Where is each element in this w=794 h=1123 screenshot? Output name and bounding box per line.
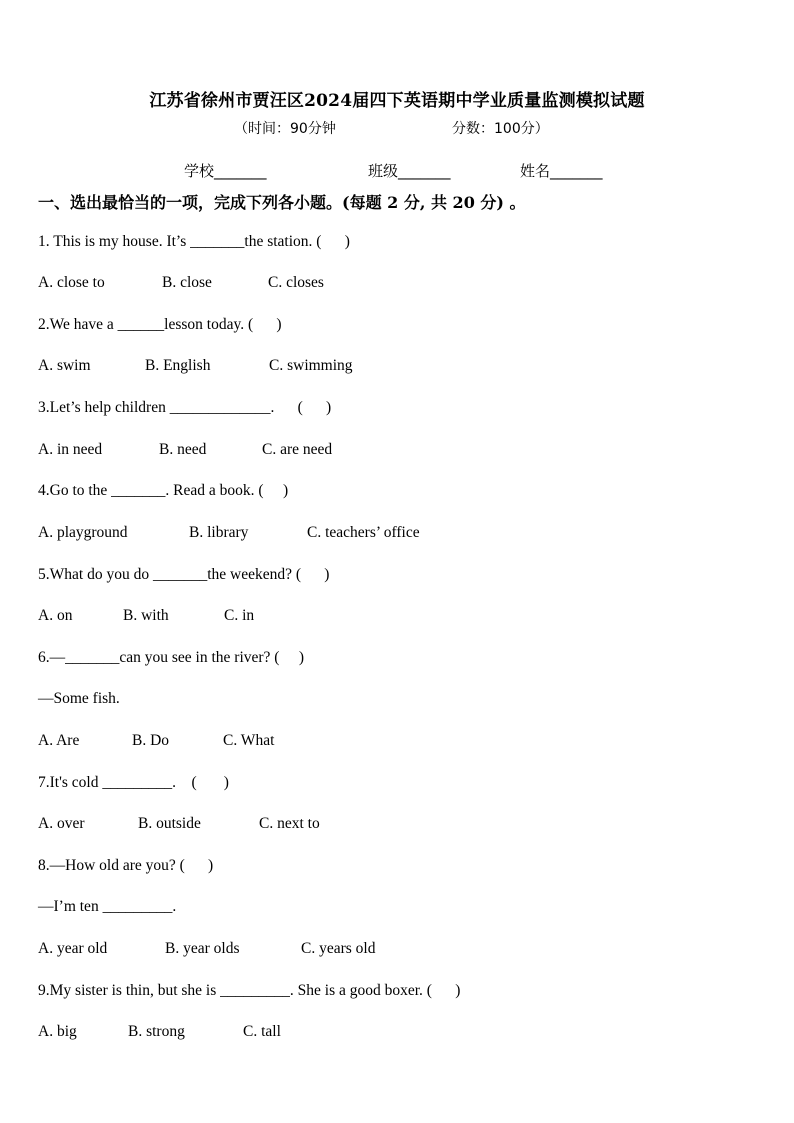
option-b: B. library: [189, 524, 249, 541]
question-8: 8.—How old are you? ( ): [38, 857, 214, 874]
option-b: B. Do: [132, 732, 170, 749]
option-a: A. close to: [38, 274, 105, 291]
option-c: C. are need: [262, 441, 333, 458]
option-c: C. in: [224, 607, 255, 624]
option-c: C. closes: [268, 274, 324, 291]
option-b: B. with: [123, 607, 169, 624]
option-a: A. on: [38, 607, 73, 624]
question-4-options: [38, 524, 420, 542]
option-a: A. in need: [38, 441, 103, 458]
option-b: B. year olds: [165, 940, 240, 957]
option-c: C. swimming: [269, 357, 353, 374]
question-2: 2.We have a ______lesson today. ( ): [38, 316, 282, 333]
question-7: 7.It's cold _________. ( ): [38, 774, 229, 791]
question-3: 3.Let’s help children _____________. ( ): [38, 399, 332, 416]
option-b: B. English: [145, 357, 211, 374]
option-b: B. outside: [138, 815, 201, 832]
option-c: C. teachers’ office: [307, 524, 420, 541]
option-a: A. swim: [38, 357, 91, 374]
name-field: 姓名_______: [520, 162, 603, 180]
question-8-options: [38, 940, 375, 958]
option-c: C. tall: [243, 1023, 281, 1040]
question-8-answer-line: —I’m ten _________.: [38, 898, 177, 915]
question-6: 6.—_______can you see in the river? ( ): [38, 649, 305, 666]
option-b: B. need: [159, 441, 207, 458]
question-6-answer-line: —Some fish.: [38, 690, 120, 707]
question-5: 5.What do you do _______the weekend? ( ): [38, 566, 330, 583]
option-c: C. years old: [301, 940, 376, 957]
option-c: C. next to: [259, 815, 320, 832]
school-field: 学校_______: [184, 162, 267, 180]
option-a: A. over: [38, 815, 85, 832]
option-a: A. playground: [38, 524, 128, 541]
option-a: A. Are: [38, 732, 80, 749]
section-heading: 一、选出最恰当的一项，完成下列各小题。(每题 2 分, 共 20 分) 。: [38, 193, 526, 212]
question-1-options: [38, 274, 324, 292]
option-a: A. year old: [38, 940, 108, 957]
exam-score: 分数：100分）: [452, 121, 549, 137]
exam-time: （时间：90分钟: [234, 121, 336, 137]
class-field: 班级_______: [368, 162, 451, 180]
option-b: B. strong: [128, 1023, 185, 1040]
option-c: C. What: [223, 732, 275, 749]
question-4: 4.Go to the _______. Read a book. ( ): [38, 482, 289, 499]
question-9-options: [38, 1023, 281, 1041]
question-6-options: [38, 732, 274, 750]
question-7-options: [38, 815, 320, 833]
option-b: B. close: [162, 274, 212, 291]
question-5-options: [38, 607, 254, 625]
question-3-options: [38, 441, 332, 459]
page-title: 江苏省徐州市贾汪区2024届四下英语期中学业质量监测模拟试题: [149, 91, 645, 111]
option-a: A. big: [38, 1023, 77, 1040]
question-2-options: [38, 357, 353, 375]
question-1: 1. This is my house. It’s _______the station. ( ): [38, 233, 350, 250]
question-9: 9.My sister is thin, but she is _________. She is a good boxer. ( ): [38, 982, 461, 999]
